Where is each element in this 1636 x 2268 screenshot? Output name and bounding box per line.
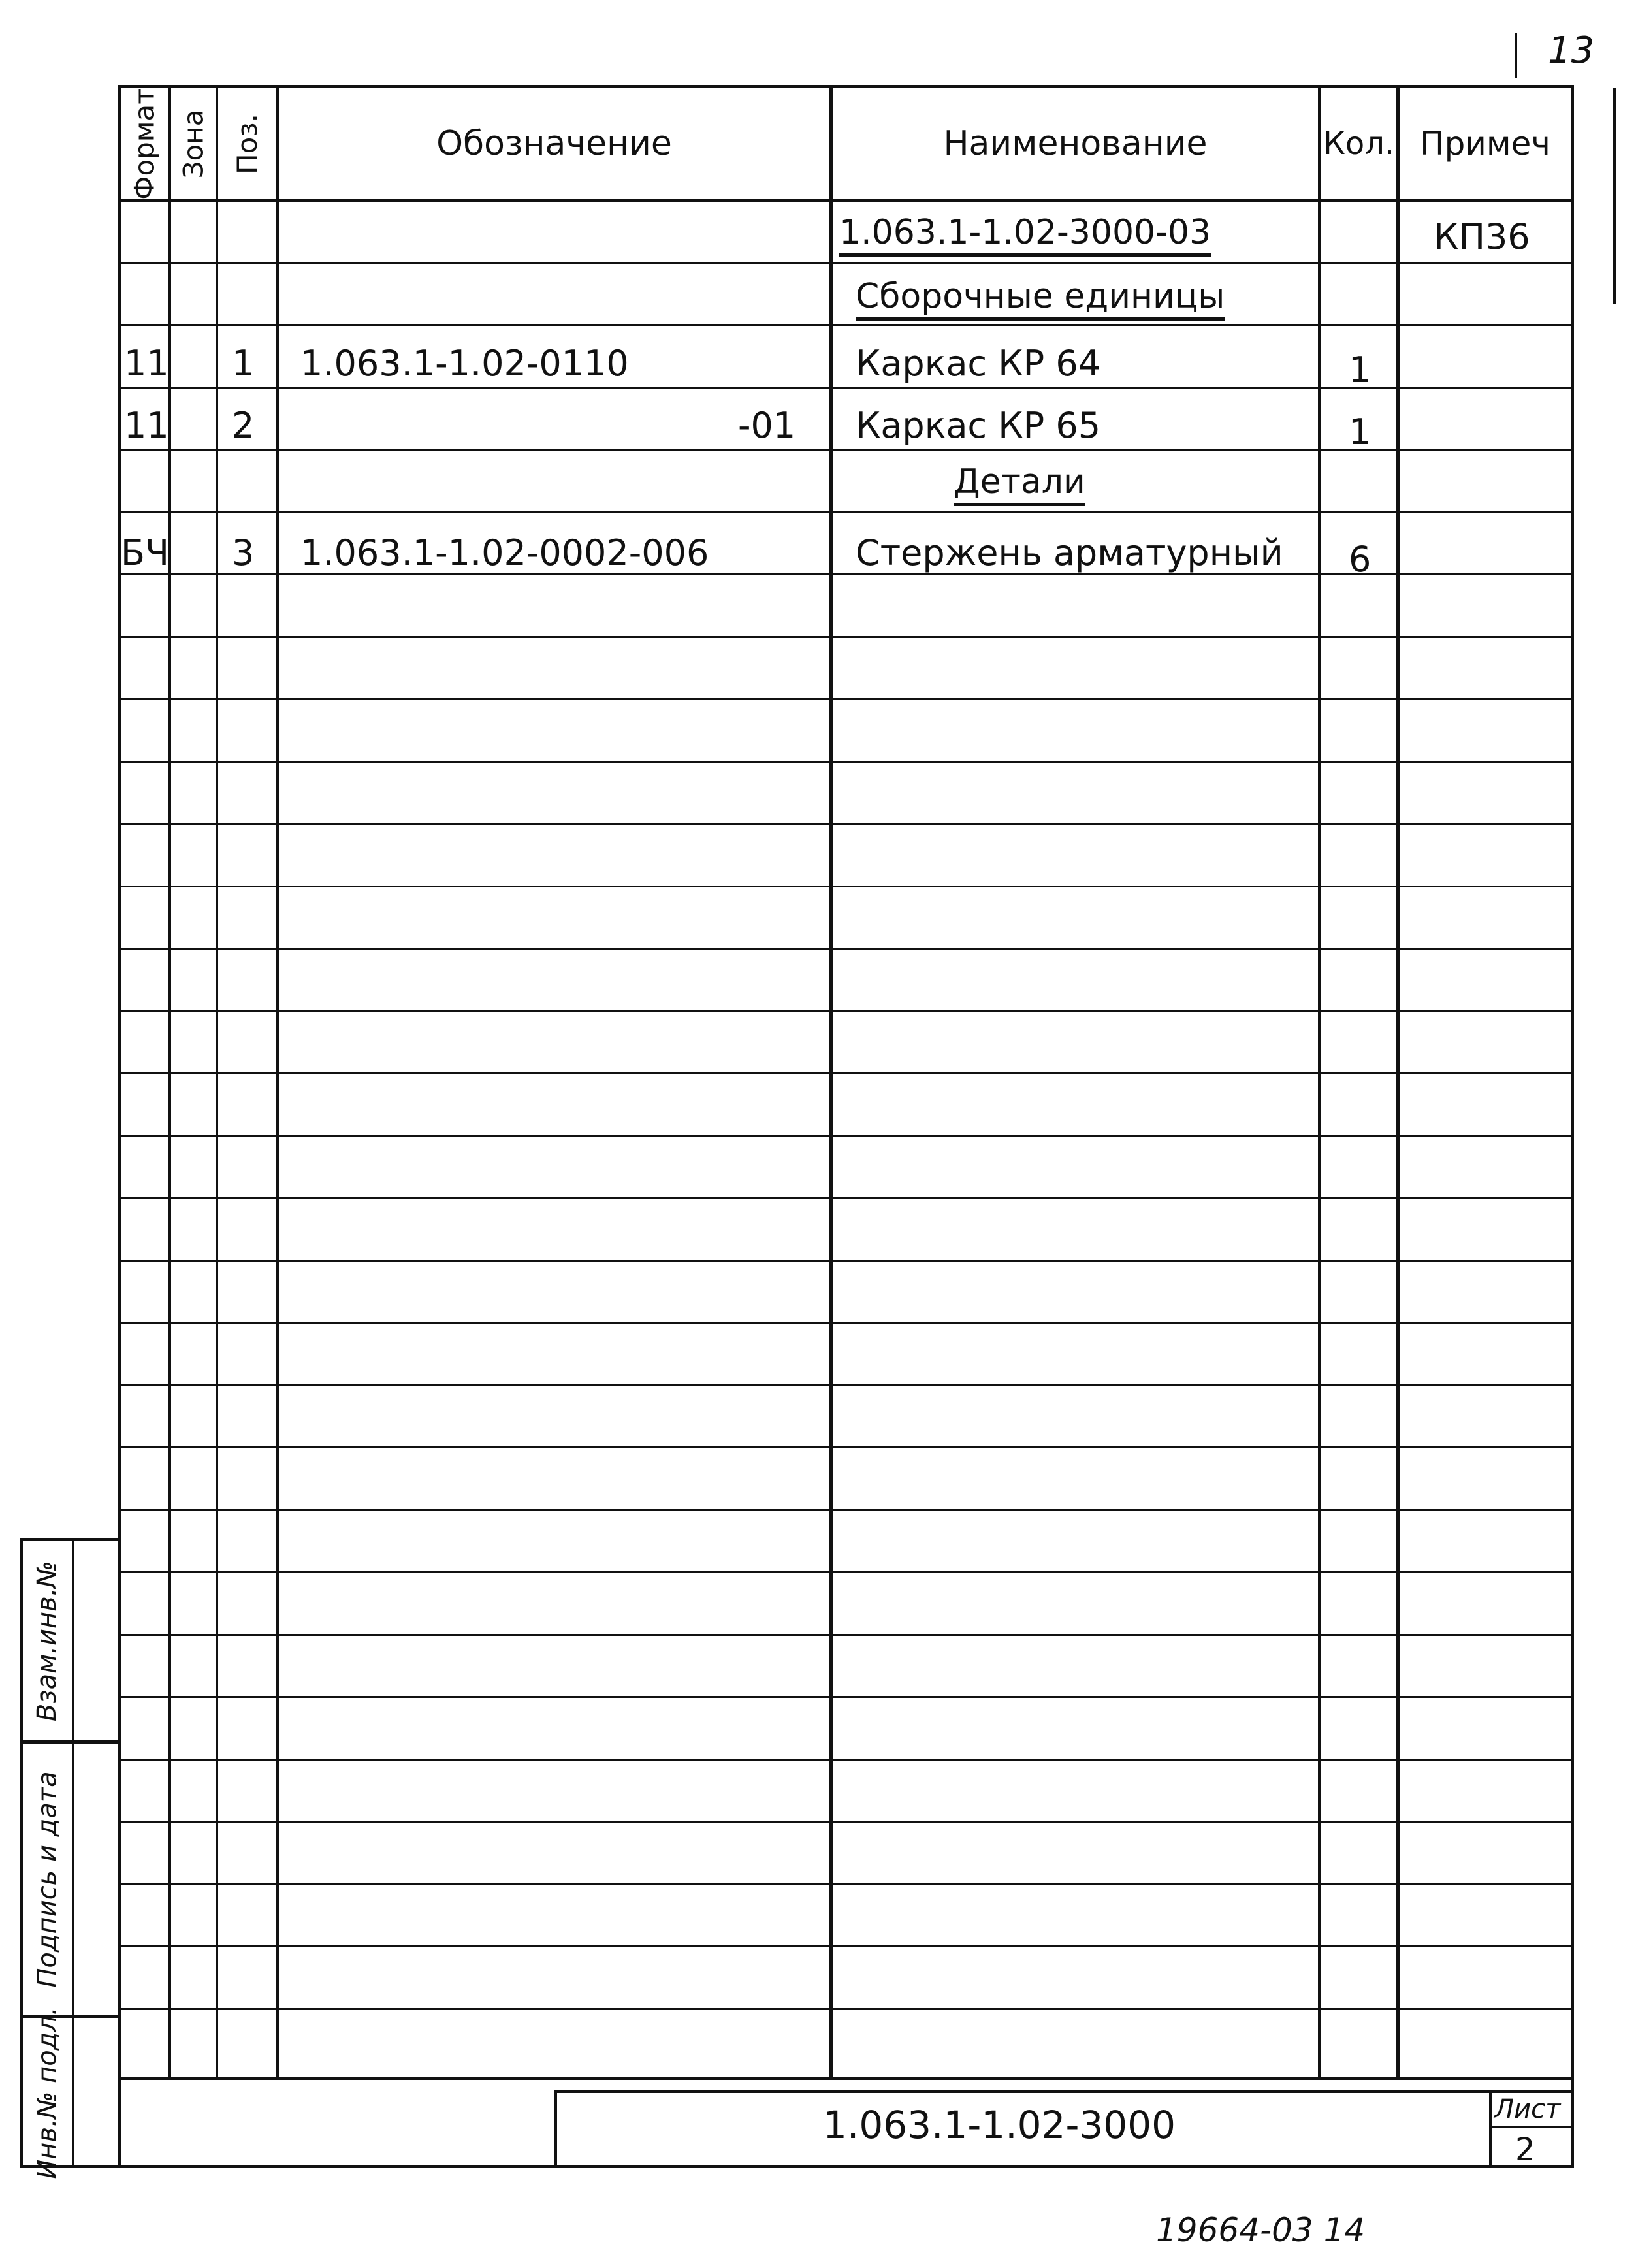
row-rule	[121, 948, 1571, 950]
sheet-label: Лист	[1494, 2094, 1561, 2124]
header-designation: Обозначение	[436, 124, 672, 163]
qty-cell: 6	[1349, 539, 1371, 580]
name-cell: Стержень арматурный	[856, 532, 1283, 573]
qty-cell: 1	[1349, 349, 1371, 391]
right-edge-mark	[1613, 88, 1616, 304]
row-rule	[121, 886, 1571, 887]
note-cell: КП36	[1434, 216, 1530, 257]
pos-cell: 2	[232, 405, 255, 446]
qty-cell: 1	[1349, 411, 1371, 453]
row-rule	[121, 823, 1571, 825]
format-cell: 11	[124, 405, 169, 446]
header-name: Наименование	[943, 124, 1208, 163]
pos-cell: 1	[232, 343, 255, 384]
section-heading-assemblies: Сборочные единицы	[856, 280, 1225, 321]
row-rule	[121, 1883, 1571, 1885]
header-zone: Зона	[177, 109, 210, 178]
row-rule	[121, 1322, 1571, 1324]
name-cell: Каркас КР 65	[856, 405, 1101, 446]
row-rule	[121, 1945, 1571, 1947]
row-rule	[121, 1384, 1571, 1386]
header-note: Примеч	[1420, 125, 1550, 163]
row-rule	[121, 1696, 1571, 1698]
row-rule	[121, 1197, 1571, 1199]
row-rule	[121, 1634, 1571, 1636]
format-cell: БЧ	[121, 532, 170, 573]
corner-mark	[1515, 33, 1517, 78]
row-rule	[121, 1446, 1571, 1448]
spec-table-frame	[118, 85, 1574, 2168]
format-cell: 11	[124, 343, 169, 384]
name-cell: Каркас КР 64	[856, 343, 1101, 384]
row-rule	[121, 1072, 1571, 1074]
row-rule	[121, 1509, 1571, 1511]
header-pos: Поз.	[231, 113, 263, 174]
row-rule	[121, 698, 1571, 700]
row-rule	[121, 511, 1571, 513]
sheet-number: 2	[1515, 2132, 1535, 2168]
archive-number: 19664-03 14	[1156, 2211, 1366, 2249]
row-rule	[121, 761, 1571, 763]
page-corner-number: 13	[1548, 29, 1595, 72]
header-qty: Кол.	[1323, 125, 1395, 162]
row-rule	[121, 1260, 1571, 1262]
section-heading-details: Детали	[954, 465, 1085, 506]
row-rule	[121, 2008, 1571, 2010]
side-label-inv: Инв.№ подл.	[32, 2007, 63, 2179]
header-format: Формат	[129, 88, 161, 200]
row-rule	[121, 1759, 1571, 1761]
designation-cell: 1.063.1-1.02-0002-006	[300, 532, 709, 573]
stamp-code: 1.063.1-1.02-3000	[823, 2103, 1176, 2147]
row-rule	[121, 262, 1571, 264]
row-rule	[121, 1135, 1571, 1137]
row-rule	[121, 636, 1571, 638]
side-label-vzam: Взам.инв.№	[32, 1560, 63, 1721]
row-rule	[121, 1571, 1571, 1573]
designation-cell: -01	[738, 405, 796, 446]
row-rule	[121, 1010, 1571, 1012]
row-rule	[121, 324, 1571, 326]
row-rule	[121, 1821, 1571, 1823]
pos-cell: 3	[232, 532, 255, 573]
side-label-podpis: Подпись и дата	[32, 1770, 63, 1988]
designation-cell: 1.063.1-1.02-0110	[300, 343, 629, 384]
document-code: 1.063.1-1.02-3000-03	[839, 216, 1211, 257]
